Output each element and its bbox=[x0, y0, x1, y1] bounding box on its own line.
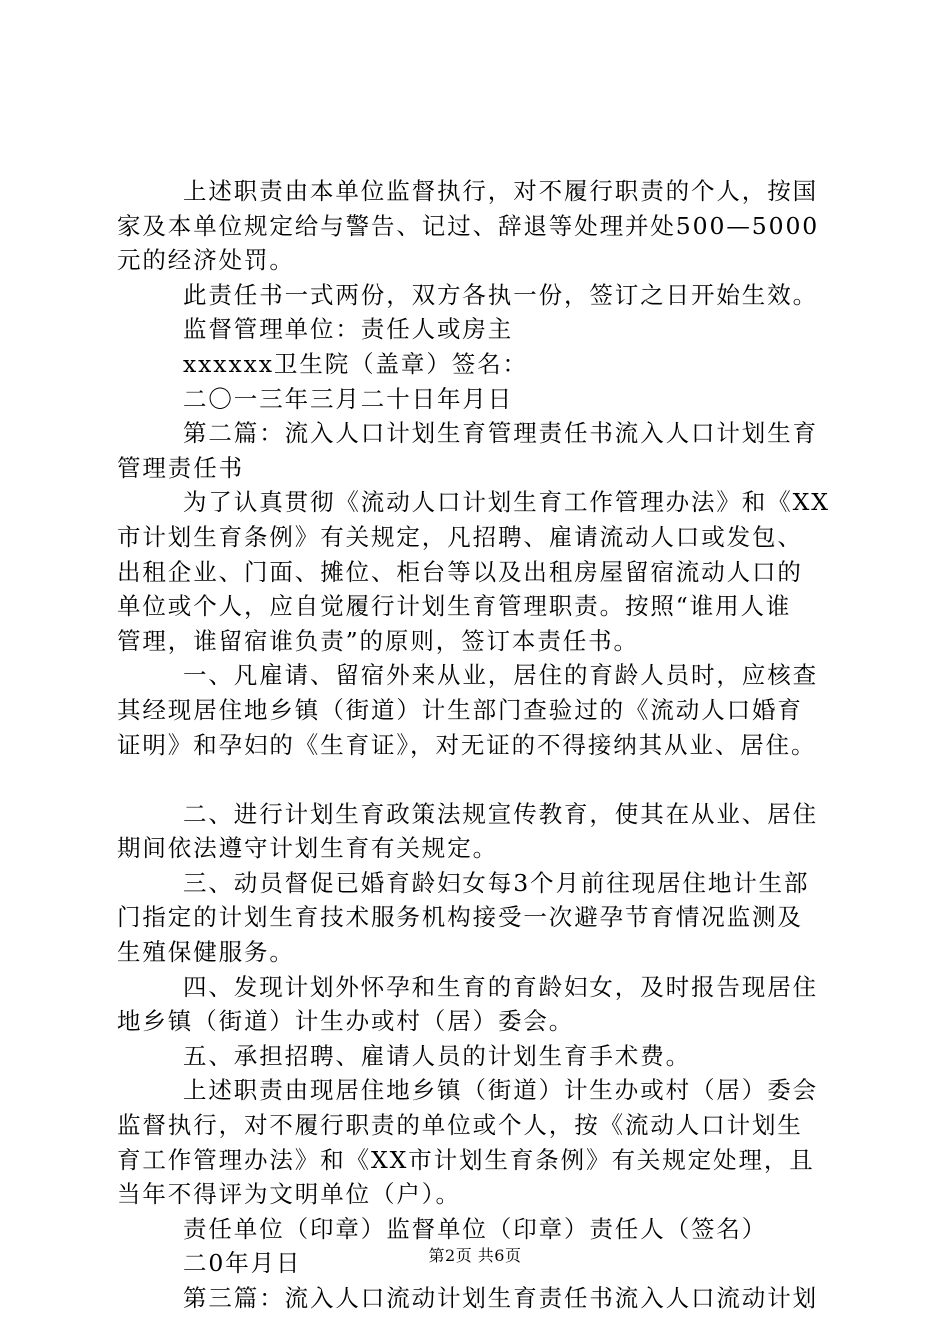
text-line: 其经现居住地乡镇（街道）计生部门查验过的《流动人口婚育 bbox=[117, 695, 803, 724]
page-footer: 第2页 共6页 bbox=[428, 1246, 522, 1265]
text-line: 单位或个人，应自觉履行计划生育管理职责。按照“谁用人谁 bbox=[117, 592, 792, 621]
text-line: 地乡镇（街道）计生办或村（居）委会。 bbox=[117, 1007, 575, 1036]
text-line: 管理责任书 bbox=[117, 453, 244, 482]
text-line: 五、承担招聘、雇请人员的计划生育手术费。 bbox=[183, 1041, 691, 1070]
document-body bbox=[117, 174, 837, 1316]
text-line: 家及本单位规定给与警告、记过、辞退等处理并处500—5000 bbox=[117, 211, 820, 240]
text-line: 二〇一三年三月二十日年月日 bbox=[183, 384, 514, 413]
text-line: 育工作管理办法》和《XX市计划生育条例》有关规定处理，且 bbox=[117, 1145, 815, 1174]
text-line: 为了认真贯彻《流动人口计划生育工作管理办法》和《XX bbox=[183, 488, 830, 517]
text-line: 四、发现计划外怀孕和生育的育龄妇女，及时报告现居住 bbox=[183, 972, 818, 1001]
text-line: 期间依法遵守计划生育有关规定。 bbox=[117, 834, 498, 863]
text-line: 门指定的计划生育技术服务机构接受一次避孕节育情况监测及 bbox=[117, 903, 803, 932]
text-line: 上述职责由本单位监督执行，对不履行职责的个人，按国 bbox=[183, 177, 818, 205]
text-line: 上述职责由现居住地乡镇（街道）计生办或村（居）委会 bbox=[183, 1076, 818, 1105]
text-line: 生殖保健服务。 bbox=[117, 938, 295, 967]
text-line: 二、进行计划生育政策法规宣传教育，使其在从业、居住 bbox=[183, 799, 818, 828]
text-line: 监督管理单位：责任人或房主 bbox=[183, 315, 514, 344]
text-line: 二0年月日 bbox=[183, 1249, 302, 1278]
blank-line bbox=[117, 762, 837, 797]
text-line: xxxxxx卫生院（盖章）签名： bbox=[183, 349, 528, 378]
text-line: 出租企业、门面、摊位、柜台等以及出租房屋留宿流动人口的 bbox=[117, 557, 803, 586]
text-line: 当年不得评为文明单位（户）。 bbox=[117, 1180, 461, 1209]
text-line: 监督执行，对不履行职责的单位或个人，按《流动人口计划生 bbox=[117, 1111, 803, 1140]
text-line: 三、动员督促已婚育龄妇女每3个月前往现居住地计生部 bbox=[183, 868, 810, 897]
text-line: 证明》和孕妇的《生育证》，对无证的不得接纳其从业、居住。 bbox=[117, 730, 817, 759]
text-line: 此责任书一式两份，双方各执一份，签订之日开始生效。 bbox=[183, 280, 818, 309]
text-line: 第二篇：流入人口计划生育管理责任书流入人口计划生育 bbox=[183, 419, 818, 448]
text-line: 第三篇：流入人口流动计划生育责任书流入人口流动计划 bbox=[183, 1284, 818, 1312]
text-line: 元的经济处罚。 bbox=[117, 246, 295, 275]
text-line: 一、凡雇请、留宿外来从业，居住的育龄人员时，应核查 bbox=[183, 661, 818, 690]
text-line: 市计划生育条例》有关规定，凡招聘、雇请流动人口或发包、 bbox=[117, 522, 803, 551]
text-line: 责任单位（印章）监督单位（印章）责任人（签名） bbox=[183, 1214, 768, 1243]
text-line: 管理，谁留宿谁负责”的原则，签订本责任书。 bbox=[117, 626, 639, 655]
